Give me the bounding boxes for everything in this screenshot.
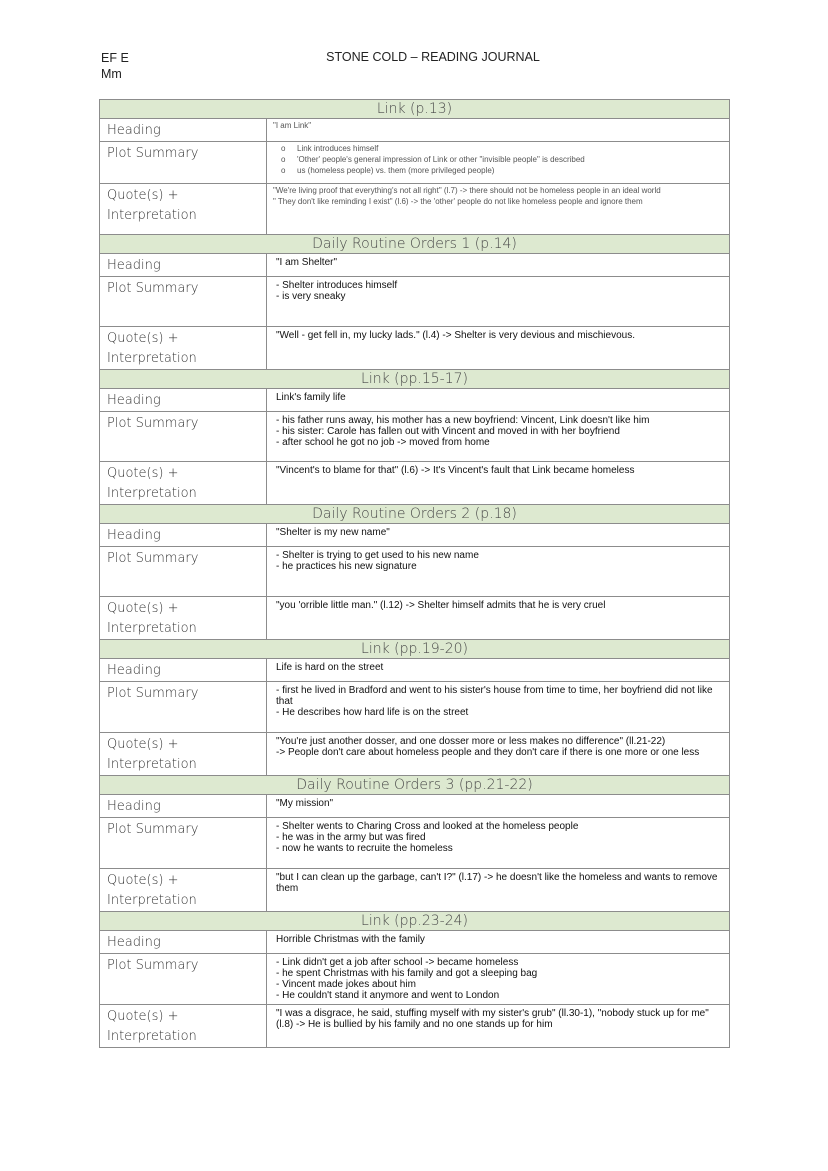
plot-line: o 'Other' people's general impression of Link or other "invisible people" is described <box>273 154 723 165</box>
plot-line: - is very sneaky <box>276 291 346 302</box>
heading-value: Life is hard on the street <box>267 659 730 682</box>
quote-label: Quote(s) + Interpretation <box>100 462 267 505</box>
quote-line: "We're living proof that everything's not all right" (l.7) -> there should not be homeless people in an ideal world <box>273 186 661 195</box>
section-title: Link (pp.19-20) <box>100 640 730 659</box>
plot-line: - He describes how hard life is on the street <box>276 707 469 718</box>
heading-value: "Shelter is my new name" <box>267 524 730 547</box>
plot-label: Plot Summary <box>100 547 267 597</box>
quote-label: Quote(s) + Interpretation <box>100 327 267 370</box>
heading-value: "My mission" <box>267 795 730 818</box>
section-title: Daily Routine Orders 1 (p.14) <box>100 235 730 254</box>
plot-line: - Link didn't get a job after school -> became homeless <box>276 957 519 968</box>
heading-label: Heading <box>100 931 267 954</box>
quote-line: "but I can clean up the garbage, can't I?" (l.17) -> he doesn't like the homeless and wants to remove them <box>276 872 718 894</box>
plot-line: - he was in the army but was fired <box>276 832 426 843</box>
quote-line: "I was a disgrace, he said, stuffing myself with my sister's grub" (ll.30-1), "nobody stuck up for me" (l.8) -> He is bullied by his family and no one stands up for him <box>276 1008 709 1030</box>
page-title: STONE COLD – READING JOURNAL <box>326 50 540 64</box>
quote-interpretation <box>267 1005 730 1048</box>
plot-label: Plot Summary <box>100 277 267 327</box>
plot-line: - Shelter introduces himself <box>276 280 398 291</box>
plot-label: Plot Summary <box>100 682 267 733</box>
plot-summary <box>267 277 730 327</box>
quote-interpretation <box>267 733 730 776</box>
plot-label: Plot Summary <box>100 818 267 869</box>
plot-line: - his sister: Carole has fallen out with Vincent and moved in with her boyfriend <box>276 426 620 437</box>
plot-line: - Shelter is trying to get used to his new name <box>276 550 479 561</box>
heading-label: Heading <box>100 659 267 682</box>
quote-interpretation <box>267 462 730 505</box>
quote-interpretation <box>267 597 730 640</box>
reading-journal-table <box>99 99 730 1048</box>
plot-summary <box>267 142 730 184</box>
section-title: Link (pp.23-24) <box>100 912 730 931</box>
plot-summary <box>267 818 730 869</box>
plot-line: - he spent Christmas with his family and got a sleeping bag <box>276 968 538 979</box>
quote-label: Quote(s) + Interpretation <box>100 733 267 776</box>
plot-line: o us (homeless people) vs. them (more privileged people) <box>273 165 723 176</box>
quote-line: "you 'orrible little man." (l.12) -> Shelter himself admits that he is very cruel <box>276 600 606 611</box>
plot-line: - he practices his new signature <box>276 561 417 572</box>
plot-line: - first he lived in Bradford and went to his sister's house from time to time, her boyfriend did not like that <box>276 685 713 707</box>
quote-line: -> People don't care about homeless people and they don't care if there is one more or one less <box>276 747 700 758</box>
quote-label: Quote(s) + Interpretation <box>100 1005 267 1048</box>
heading-label: Heading <box>100 524 267 547</box>
plot-summary <box>267 954 730 1005</box>
teacher-code: Mm <box>101 67 122 81</box>
plot-line: - his father runs away, his mother has a new boyfriend: Vincent, Link doesn't like him <box>276 415 650 426</box>
quote-interpretation <box>267 184 730 235</box>
plot-summary <box>267 682 730 733</box>
plot-line: - He couldn't stand it anymore and went to London <box>276 990 500 1001</box>
plot-line: - after school he got no job -> moved from home <box>276 437 490 448</box>
quote-line: "Vincent's to blame for that" (l.6) -> It's Vincent's fault that Link became homeless <box>276 465 635 476</box>
plot-summary <box>267 547 730 597</box>
section-title: Link (p.13) <box>100 100 730 119</box>
quote-interpretation <box>267 869 730 912</box>
quote-label: Quote(s) + Interpretation <box>100 869 267 912</box>
plot-line: - Shelter wents to Charing Cross and looked at the homeless people <box>276 821 579 832</box>
quote-line: "Well - get fell in, my lucky lads." (l.4) -> Shelter is very devious and mischievous. <box>276 330 635 341</box>
plot-label: Plot Summary <box>100 142 267 184</box>
heading-value: "I am Shelter" <box>267 254 730 277</box>
plot-label: Plot Summary <box>100 954 267 1005</box>
plot-line: - now he wants to recruite the homeless <box>276 843 453 854</box>
heading-value: Horrible Christmas with the family <box>267 931 730 954</box>
section-title: Daily Routine Orders 3 (pp.21-22) <box>100 776 730 795</box>
plot-list <box>273 143 723 176</box>
quote-line: "You're just another dosser, and one dosser more or less makes no difference" (ll.21-22) <box>276 736 666 747</box>
class-header <box>101 50 129 82</box>
section-title: Link (pp.15-17) <box>100 370 730 389</box>
section-title: Daily Routine Orders 2 (p.18) <box>100 505 730 524</box>
heading-label: Heading <box>100 389 267 412</box>
plot-summary <box>267 412 730 462</box>
heading-value: Link's family life <box>267 389 730 412</box>
heading-label: Heading <box>100 119 267 142</box>
quote-line: " They don't like reminding I exist" (l.6) -> the 'other' people do not like homeless people and ignore them <box>273 197 643 206</box>
quote-label: Quote(s) + Interpretation <box>100 597 267 640</box>
plot-label: Plot Summary <box>100 412 267 462</box>
quote-interpretation <box>267 327 730 370</box>
heading-label: Heading <box>100 254 267 277</box>
heading-label: Heading <box>100 795 267 818</box>
plot-line: o Link introduces himself <box>273 143 723 154</box>
class-code: EF E <box>101 51 129 65</box>
heading-value: "I am Link" <box>267 119 730 142</box>
plot-line: - Vincent made jokes about him <box>276 979 416 990</box>
quote-label: Quote(s) + Interpretation <box>100 184 267 235</box>
